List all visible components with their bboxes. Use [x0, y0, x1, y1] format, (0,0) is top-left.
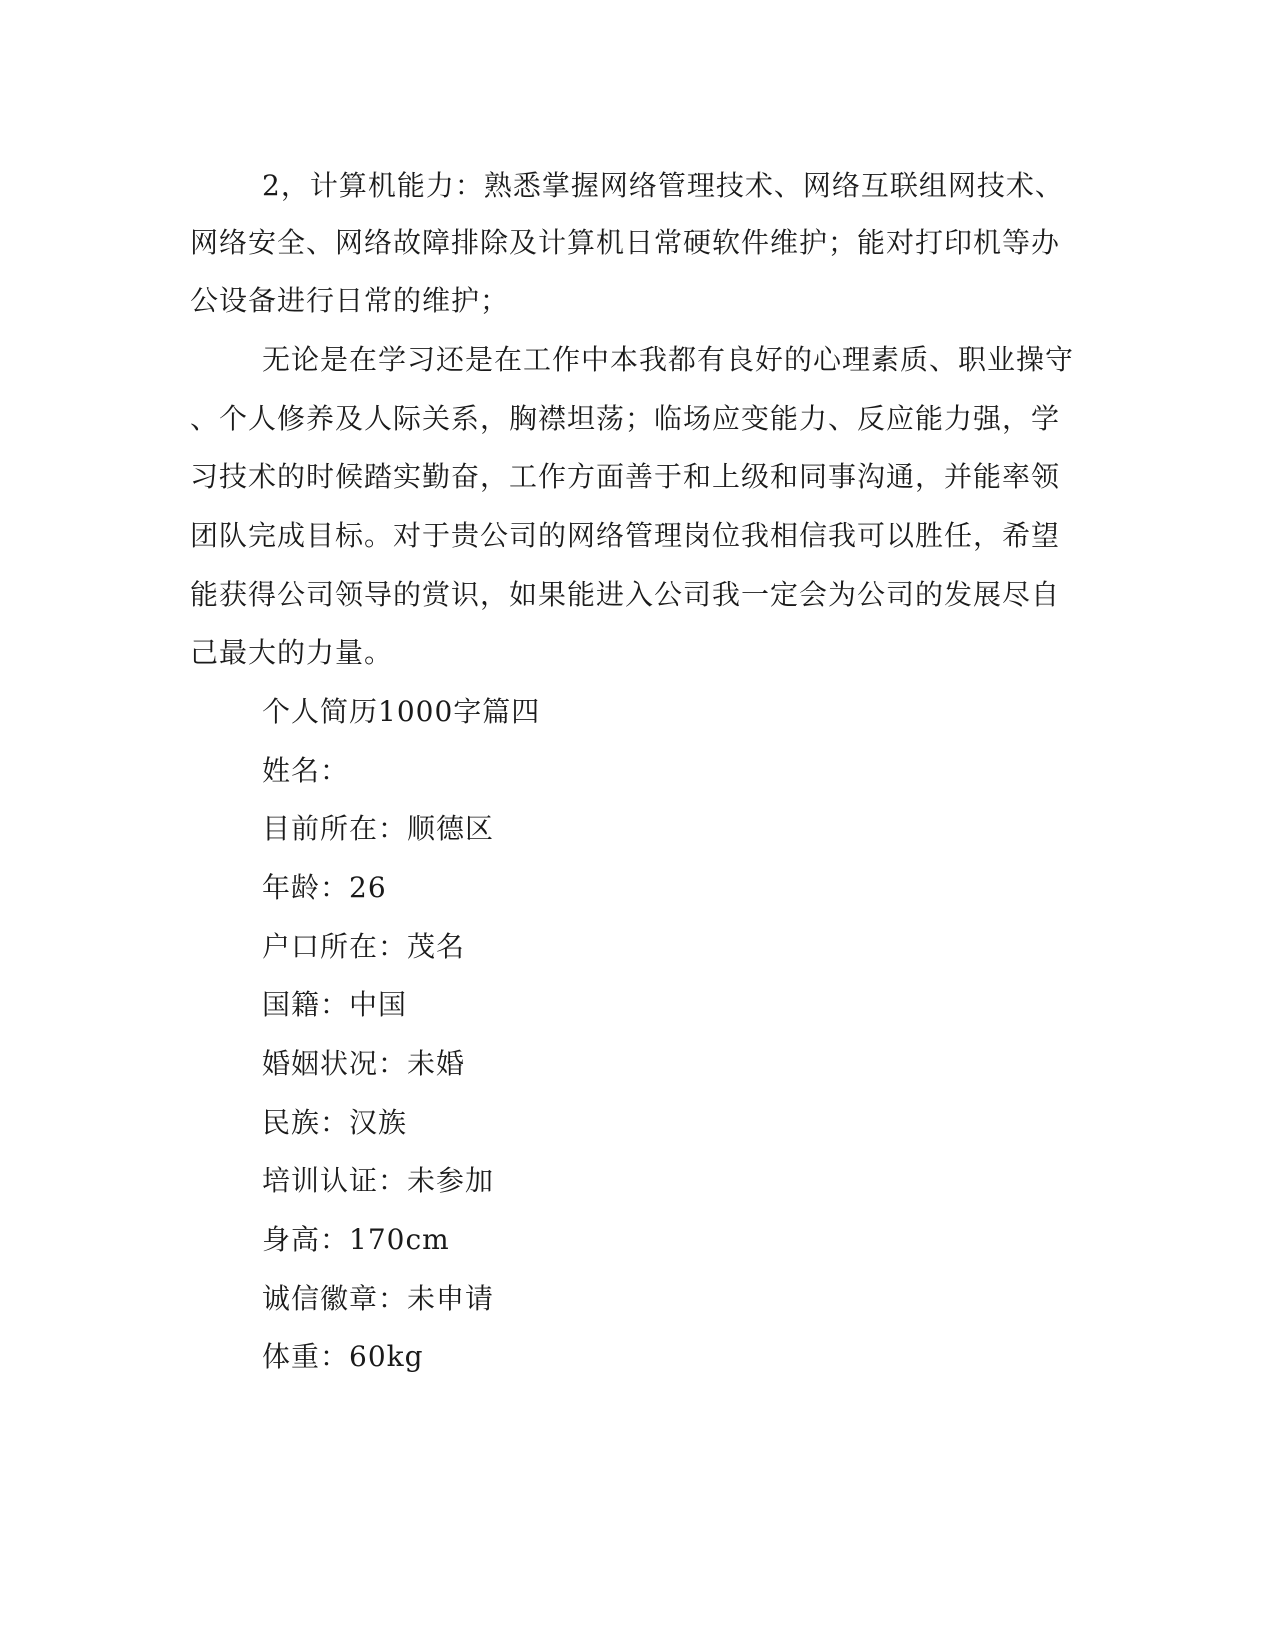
profile-ethnicity: 民族：汉族 [262, 1106, 408, 1139]
self-evaluation-line-6: 己最大的力量。 [190, 636, 394, 669]
profile-weight: 体重：60kg [262, 1340, 424, 1373]
section-title: 个人简历1000字篇四 [262, 695, 541, 728]
self-evaluation-line-3: 习技术的时候踏实勤奋，工作方面善于和上级和同事沟通，并能率领 [190, 460, 1061, 493]
computer-skills-line-1: 2，计算机能力：熟悉掌握网络管理技术、网络互联组网技术、 [262, 169, 1064, 202]
profile-marital-status: 婚姻状况：未婚 [262, 1047, 466, 1080]
self-evaluation-line-1: 无论是在学习还是在工作中本我都有良好的心理素质、职业操守 [262, 343, 1075, 376]
profile-age: 年龄：26 [262, 871, 387, 904]
self-evaluation-line-5: 能获得公司领导的赏识，如果能进入公司我一定会为公司的发展尽自 [190, 578, 1061, 611]
profile-certification: 培训认证：未参加 [262, 1164, 495, 1197]
profile-name: 姓名： [262, 754, 350, 787]
profile-height: 身高：170cm [262, 1223, 450, 1256]
profile-nationality: 国籍：中国 [262, 988, 408, 1021]
self-evaluation-line-2: 、个人修养及人际关系，胸襟坦荡；临场应变能力、反应能力强，学 [190, 402, 1061, 435]
self-evaluation-line-4: 团队完成目标。对于贵公司的网络管理岗位我相信我可以胜任，希望 [190, 519, 1061, 552]
computer-skills-line-3: 公设备进行日常的维护； [190, 284, 510, 317]
profile-location: 目前所在：顺德区 [262, 812, 495, 845]
profile-integrity-badge: 诚信徽章：未申请 [262, 1282, 495, 1315]
computer-skills-line-2: 网络安全、网络故障排除及计算机日常硬软件维护；能对打印机等办 [190, 226, 1061, 259]
profile-household: 户口所在：茂名 [262, 930, 466, 963]
